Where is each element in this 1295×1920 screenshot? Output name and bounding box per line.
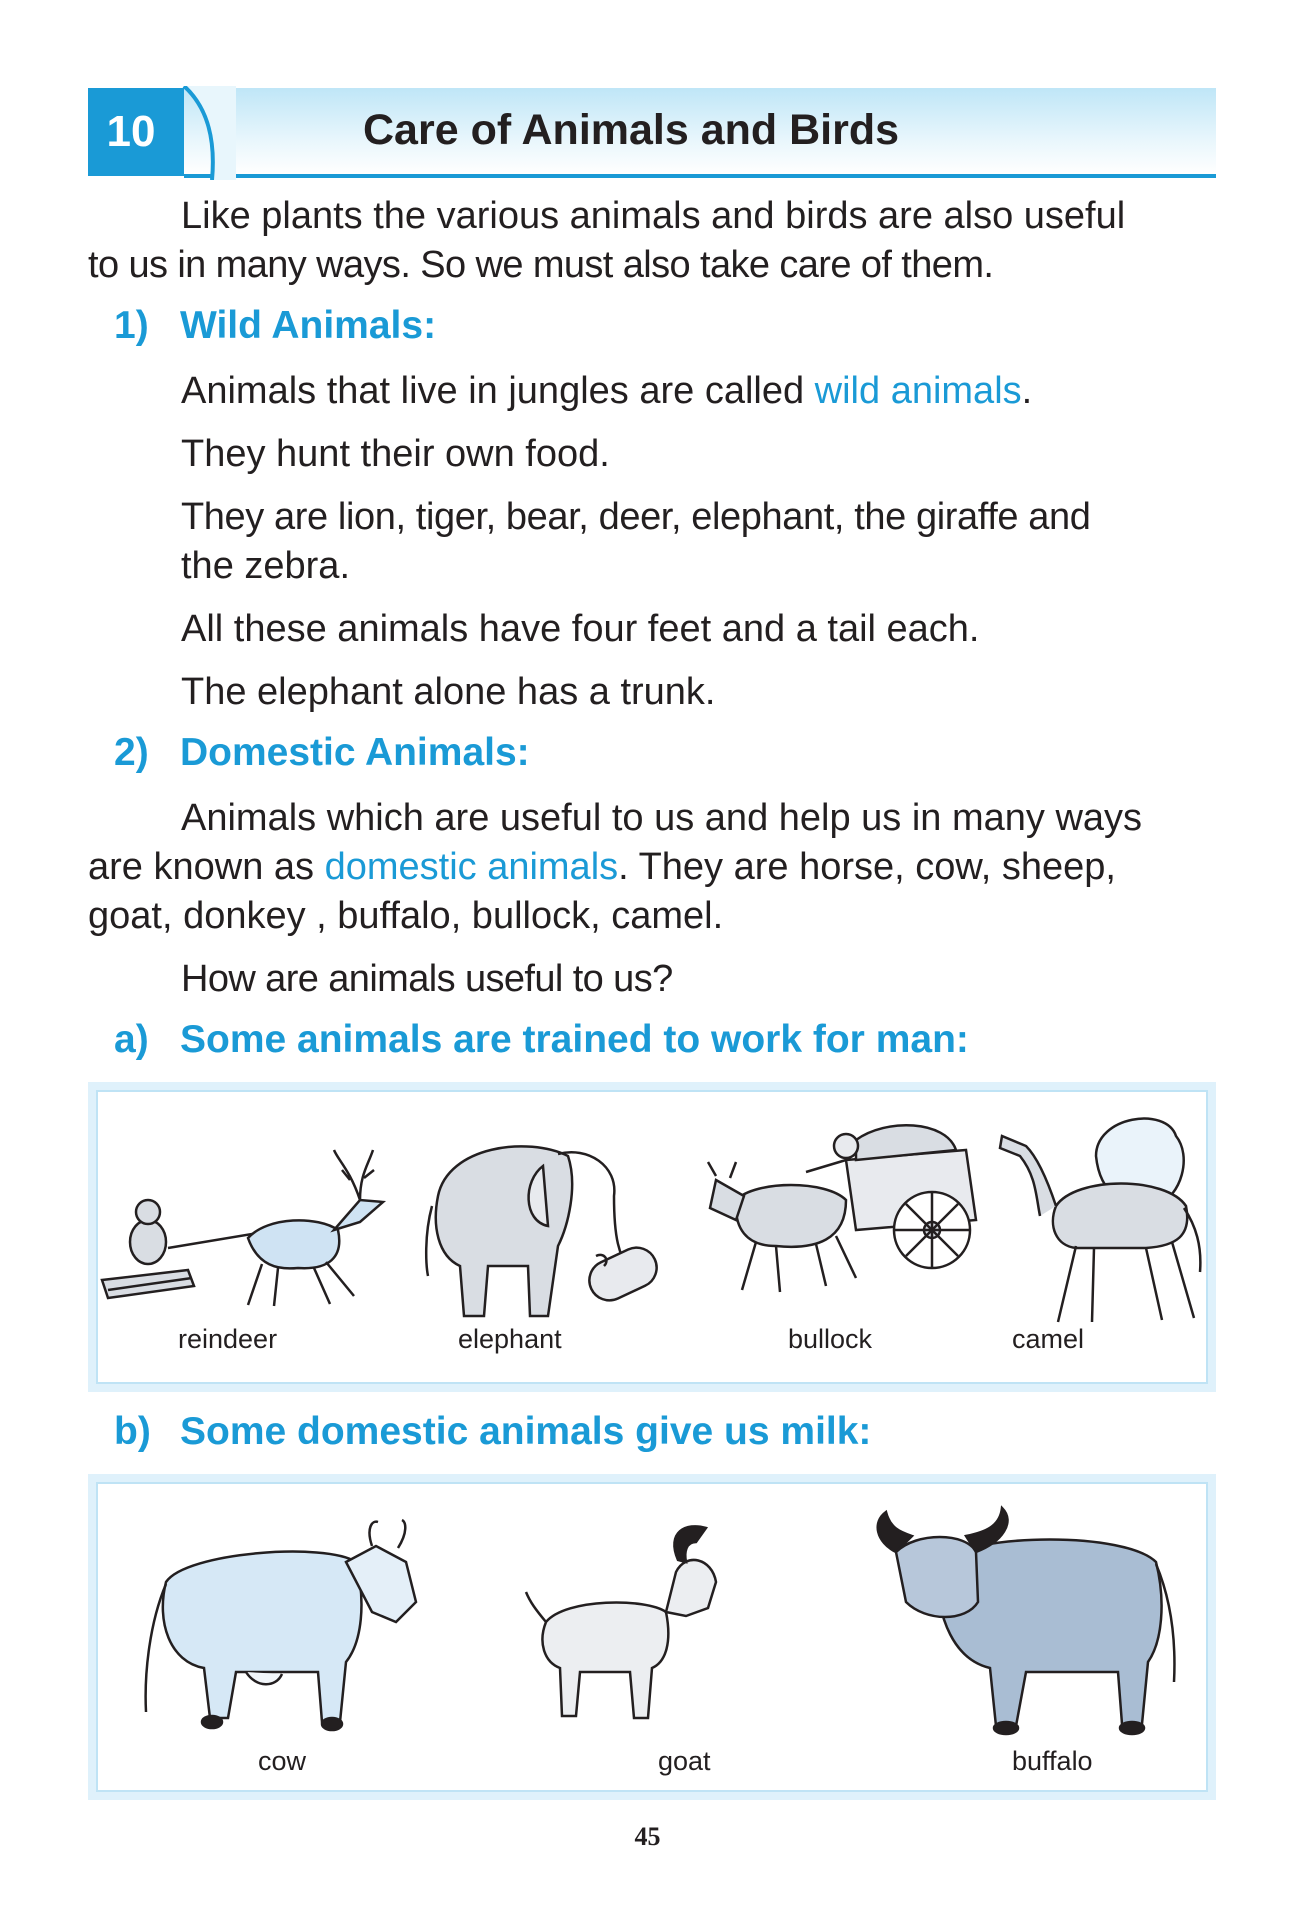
chapter-number: 10 bbox=[88, 88, 184, 176]
section-b-number: b) bbox=[114, 1410, 151, 1453]
caption-reindeer: reindeer bbox=[178, 1324, 278, 1354]
caption-cow: cow bbox=[258, 1746, 307, 1776]
bullock-cart-illustration bbox=[696, 1110, 996, 1330]
domestic-line-1: Animals which are useful to us and help us in many ways bbox=[181, 797, 1143, 839]
section-b-heading-text: Some domestic animals give us milk: bbox=[180, 1410, 872, 1453]
wild-animals-number: 1) bbox=[114, 304, 149, 347]
section-b-heading bbox=[114, 1410, 871, 1454]
wild-animals-heading bbox=[114, 304, 436, 348]
caption-camel: camel bbox=[1012, 1324, 1085, 1354]
reindeer-sled-illustration bbox=[98, 1130, 418, 1320]
camel-illustration bbox=[996, 1096, 1216, 1336]
section-a-number: a) bbox=[114, 1018, 149, 1061]
header-curve-decoration bbox=[176, 86, 236, 180]
caption-goat: goat bbox=[658, 1746, 711, 1776]
wild-animals-heading-text: Wild Animals: bbox=[180, 304, 437, 347]
intro-line-2: to us in many ways. So we must also take care of them. bbox=[88, 244, 994, 286]
chapter-header bbox=[88, 88, 1216, 180]
domestic-line-2: are known as domestic animals. They are horse, cow, sheep, bbox=[88, 846, 1116, 888]
domestic-animals-term: domestic animals bbox=[324, 846, 619, 888]
domestic-question: How are animals useful to us? bbox=[181, 958, 673, 1000]
wild-line-food: They hunt their own food. bbox=[181, 433, 610, 475]
goat-illustration bbox=[516, 1512, 746, 1742]
domestic-animals-heading-text: Domestic Animals: bbox=[180, 731, 530, 774]
domestic-line-3: goat, donkey , buffalo, bullock, camel. bbox=[88, 895, 724, 937]
domestic-animals-heading bbox=[114, 731, 530, 775]
elephant-illustration bbox=[418, 1126, 678, 1326]
page-number: 45 bbox=[634, 1822, 661, 1851]
wild-animals-term: wild animals bbox=[814, 370, 1022, 412]
caption-bullock: bullock bbox=[788, 1324, 873, 1354]
section-a-heading-text: Some animals are trained to work for man: bbox=[180, 1018, 969, 1061]
wild-definition: Animals that live in jungles are called wild animals. bbox=[181, 370, 1033, 412]
buffalo-illustration bbox=[866, 1492, 1186, 1752]
milk-animals-picture-box bbox=[88, 1474, 1216, 1800]
section-a-heading bbox=[114, 1018, 969, 1062]
caption-elephant: elephant bbox=[458, 1324, 562, 1354]
wild-line-feet: All these animals have four feet and a tail each. bbox=[181, 608, 980, 650]
domestic-animals-number: 2) bbox=[114, 731, 149, 774]
caption-buffalo: buffalo bbox=[1012, 1746, 1093, 1776]
cow-illustration bbox=[126, 1512, 426, 1742]
chapter-title: Care of Animals and Birds bbox=[363, 106, 900, 154]
intro-line-1: Like plants the various animals and birds are also useful bbox=[181, 195, 1126, 237]
wild-line-trunk: The elephant alone has a trunk. bbox=[181, 671, 716, 713]
working-animals-picture-box bbox=[88, 1082, 1216, 1392]
wild-line-list: They are lion, tiger, bear, deer, elephant, the giraffe and bbox=[181, 496, 1091, 538]
wild-line-list-cont: the zebra. bbox=[181, 545, 350, 587]
